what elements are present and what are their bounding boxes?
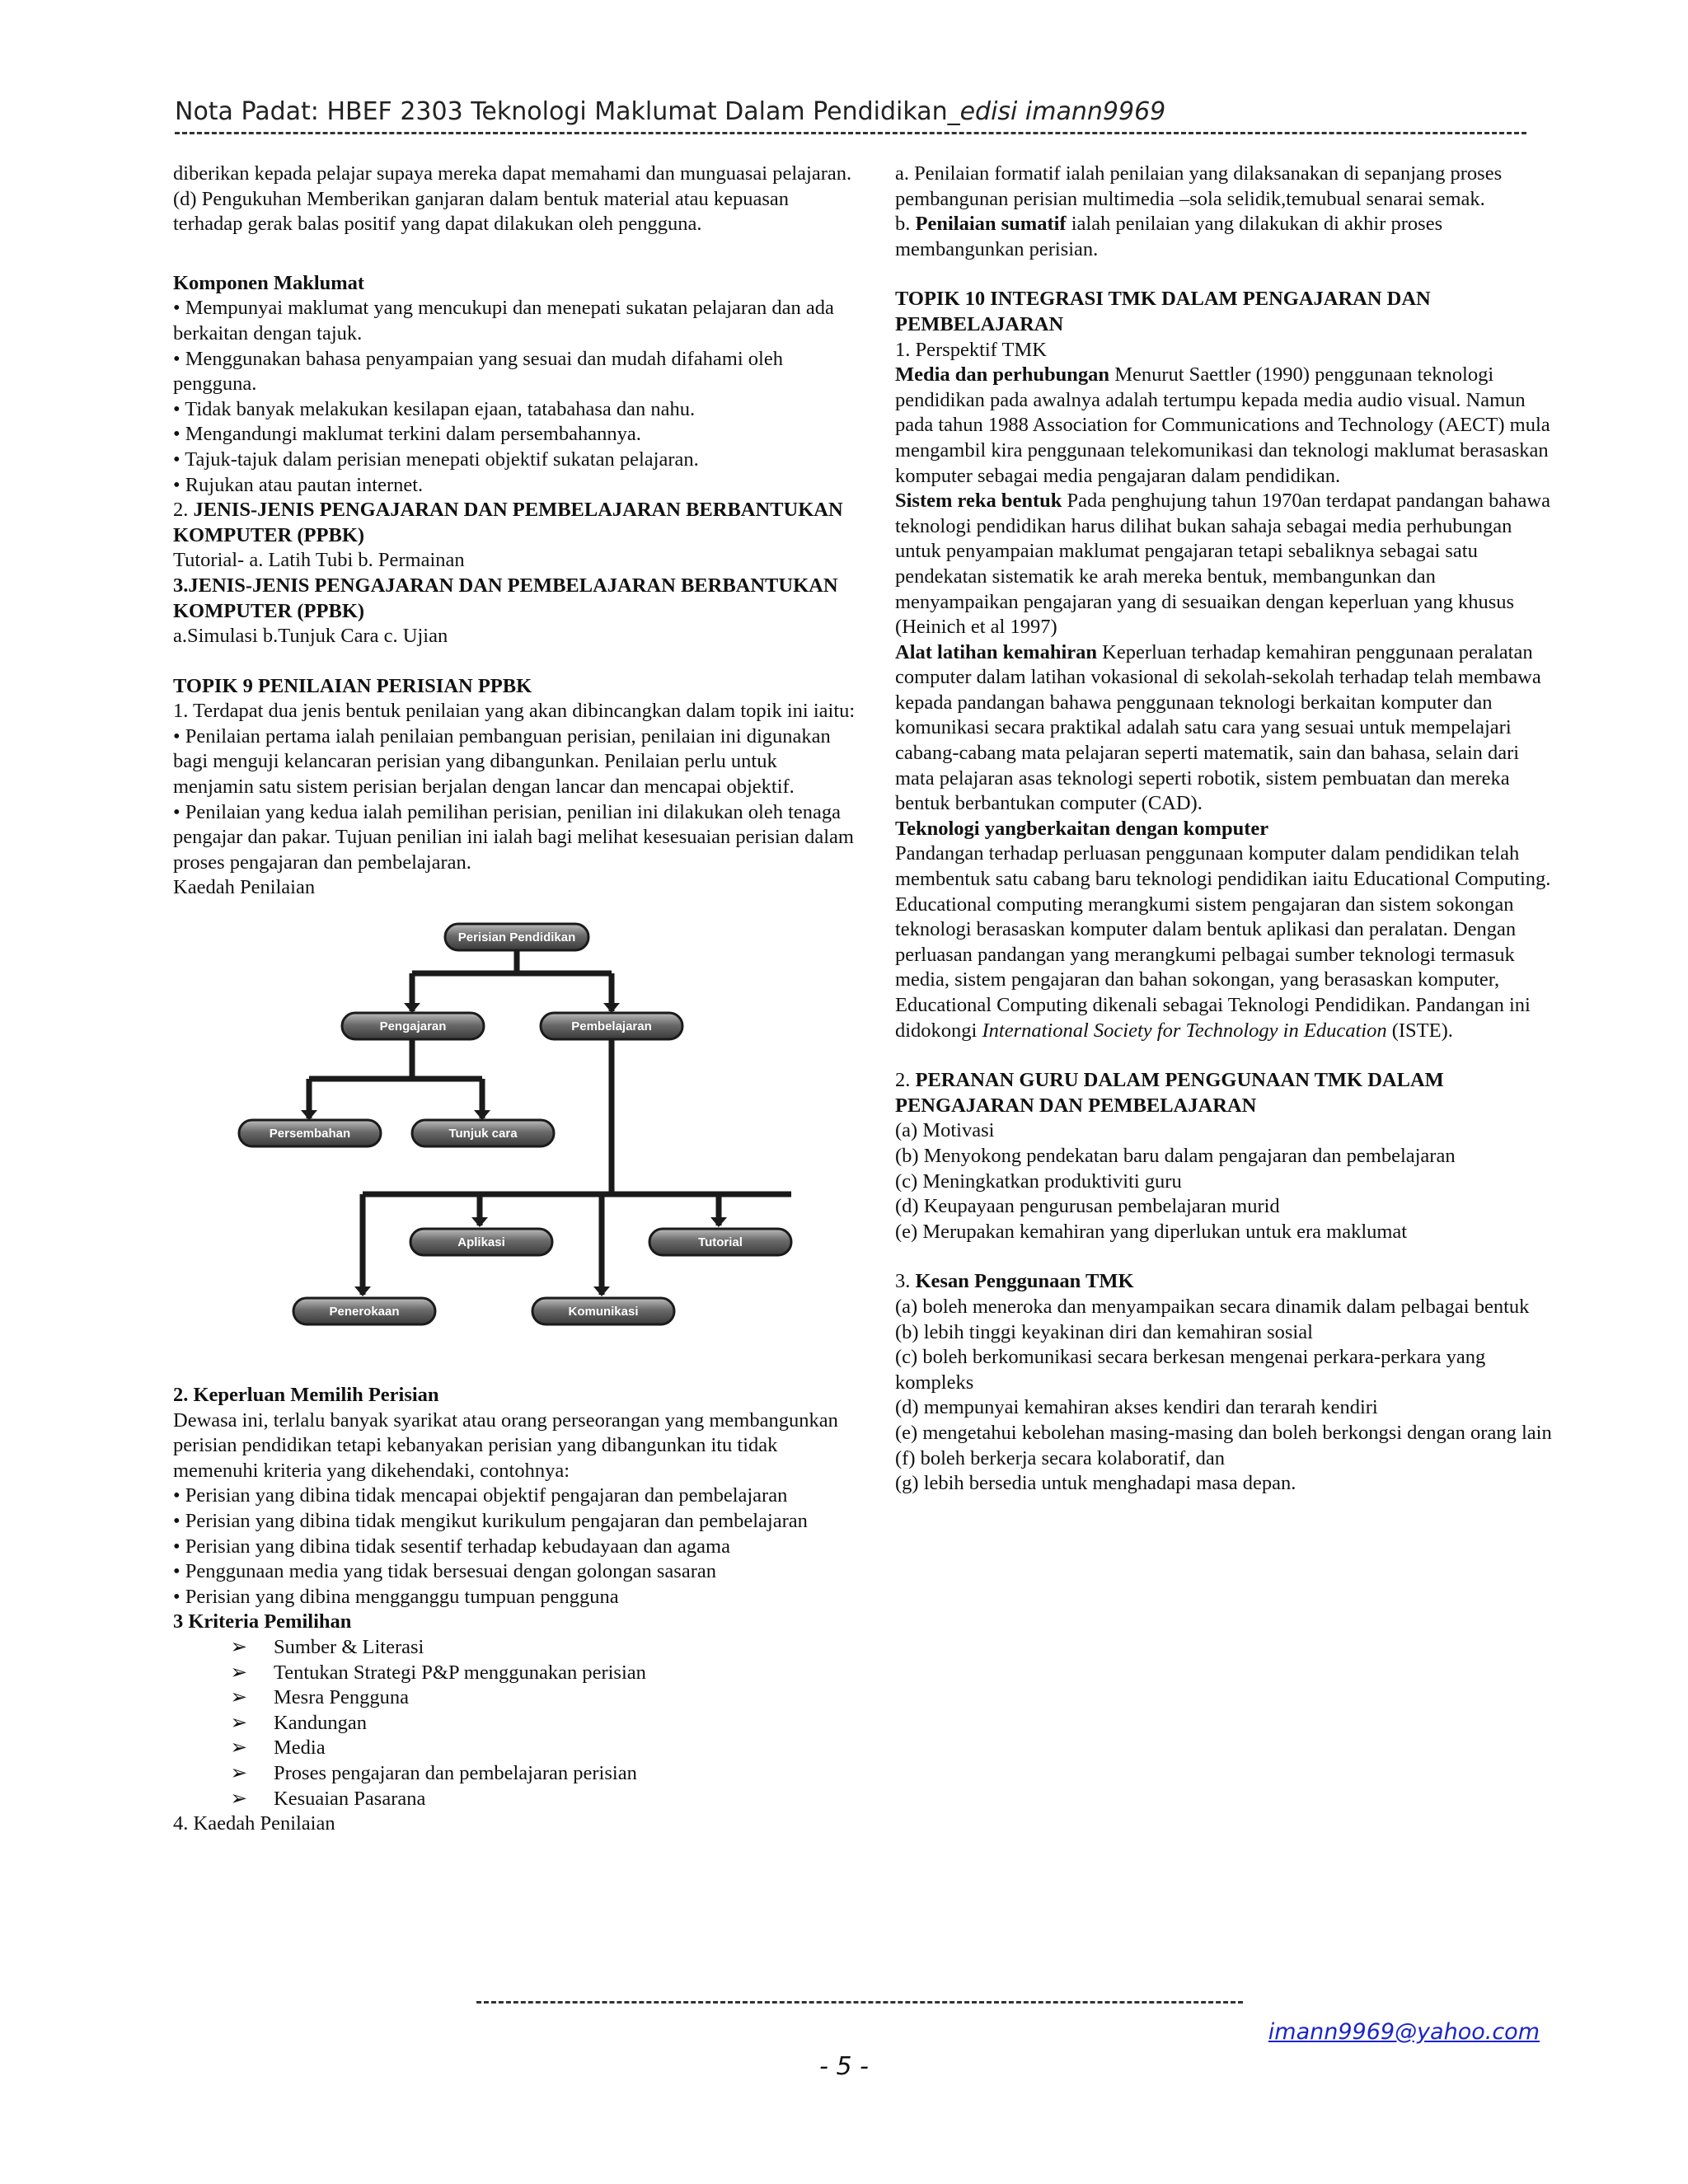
node-tunjuk-cara (412, 1120, 554, 1146)
list-item: (a) boleh meneroka dan menyampaikan secara dinamik dalam pelbagai bentuk (895, 1295, 1530, 1318)
arrow-bullet-icon: ➢ (230, 1736, 247, 1760)
paragraph: a.Simulasi b.Tunjuk Cara c. Ujian (173, 625, 448, 648)
list-item: (b) Menyokong pendekatan baru dalam pengajaran dan pembelajaran (895, 1144, 1456, 1167)
list-item: • Perisian yang dibina mengganggu tumpuan pengguna (173, 1585, 619, 1608)
list-item-text: Proses pengajaran dan pembelajaran perisian (274, 1761, 637, 1784)
paragraph: • Penilaian yang kedua ialah pemilihan perisian, penilian ini dilakukan oleh tenaga pengajar dan pakar. Tujuan penilian ini ialah bagi melihat kesesuaian perisian dalam proses pengajaran dan pembelajaran. (173, 800, 854, 874)
paragraph: a. Penilaian formatif ialah penilaian yang dilaksanakan di sepanjang proses pembangunan perisian multimedia –sola selidik,temubual senarai semak. (895, 162, 1503, 210)
list-item (173, 1661, 857, 1686)
list-item: (g) lebih bersedia untuk menghadapi masa depan. (895, 1472, 1296, 1495)
section-heading (895, 1068, 1554, 1118)
heading-text: PERANAN GURU DALAM PENGGUNAAN TMK DALAM PENGAJARAN DAN PEMBELAJARAN (895, 1069, 1444, 1117)
list-item: • Mengandungi maklumat terkini dalam persembahannya. (173, 423, 641, 446)
node-aplikasi (410, 1229, 552, 1255)
node-label: Tutorial (698, 1235, 743, 1250)
term: Penilaian sumatif (915, 213, 1067, 236)
text: ialah penilaian yang dilakukan di akhir proses membangunkan perisian. (895, 213, 1443, 260)
list-item: • Tajuk-tajuk dalam perisian menepati objektif sukatan pelajaran. (173, 448, 699, 471)
node-pembelajaran (541, 1013, 682, 1039)
left-column (173, 162, 857, 1837)
list-item: • Perisian yang dibina tidak mencapai objektif pengajaran dan pembelajaran (173, 1484, 788, 1507)
paragraph (895, 841, 1554, 1043)
paragraph (895, 363, 1554, 489)
node-pengajaran (342, 1013, 484, 1039)
paragraph: 1. Perspektif TMK (895, 338, 1047, 361)
text: Pada penghujung tahun 1970an terdapat pandangan bahawa teknologi pendidikan harus dilihat bukan sahaja sebagai media perhubungan untuk penyampaian maklumat pengajaran tetapi sebaliknya sebagai satu pendekatan sistematik ke arah mereka bentuk, membangunkan dan menyampaikan pengajaran yang di sesuaikan dengan keperluan yang khusus (Heinich et al 1997) (895, 490, 1550, 639)
paragraph: Tutorial- a. Latih Tubi b. Permainan (173, 549, 465, 572)
paragraph: 1. Terdapat dua jenis bentuk penilaian yang akan dibincangkan dalam topik ini iaitu: (173, 700, 856, 723)
paragraph (895, 212, 1554, 262)
italic-text: International Society for Technology in Education (982, 1019, 1387, 1042)
node-persembahan (239, 1120, 381, 1146)
section-heading: TOPIK 10 INTEGRASI TMK DALAM PENGAJARAN DAN PEMBELAJARAN (895, 288, 1431, 335)
term: Alat latihan kemahiran (895, 640, 1098, 663)
section-heading: TOPIK 9 PENILAIAN PERISIAN PPBK (173, 674, 532, 697)
text: (ISTE). (1386, 1019, 1453, 1042)
node-penerokaan (293, 1298, 435, 1324)
list-item-text: Kesuaian Pasarana (274, 1787, 426, 1810)
node-label: Tunjuk cara (448, 1127, 518, 1141)
list-item: • Tidak banyak melakukan kesilapan ejaan, tatabahasa dan nahu. (173, 397, 696, 420)
list-item (173, 1761, 857, 1787)
list-item: (a) Motivasi (895, 1119, 995, 1142)
text: Keperluan terhadap kemahiran penggunaan peralatan computer dalam latihan vokasional di sekolah-sekolah terhadap telah membawa kepada pandangan bahawa penggunaan teknologi berkaitan komputer dan komunikasi secara praktikal adalah satu cara yang sesuai untuk mempelajari cabang-cabang mata pelajaran seperti matematik, sain dan bahasa, selain dari mata pelajaran asas teknologi seperti robotik, sistem pembuatan dan mereka bentuk berbantukan computer (CAD). (895, 640, 1541, 815)
arrow-bullet-icon: ➢ (230, 1686, 247, 1709)
paragraph: (d) Pengukuhan Memberikan ganjaran dalam bentuk material atau kepuasan terhadap gerak balas positif yang dapat dilakukan oleh pengguna. (173, 187, 789, 236)
node-perisian-pendidikan (445, 924, 588, 950)
list-item-text: Media (274, 1736, 326, 1760)
text: Pandangan terhadap perluasan penggunaan komputer dalam pendidikan telah membentuk satu cabang baru teknologi pendidikan iaitu Educational Computing. Educational computing merangkumi sistem pengajaran dan sistem sokongan teknologi berasaskan komputer dalam bentuk aplikasi dan peralatan. Dengan perluasan pandangan yang merangkumi pelbagai sumber teknologi termasuk media, sistem pengajaran dan bahan sokongan, yang berasaskan komputer, Educational Computing dikenali sebagai Teknologi Pendidikan. Pandangan ini didokongi (895, 842, 1551, 1042)
text: Menurut Saettler (1990) penggunaan teknologi pendidikan pada awalnya adalah tertumpu kepada media audio visual. Namun pada tahun 1988 Association for Communications and Technology (AECT) mula mengambil kira penggunaan telekomunikasi dan teknologi maklumat berasaskan komputer sebagai media pengajaran dalam pendidikan. (895, 363, 1550, 487)
arrow-bullet-icon: ➢ (230, 1711, 247, 1734)
heading-number: 2. (895, 1069, 916, 1092)
node-label: Penerokaan (329, 1305, 400, 1319)
list-item-text: Kandungan (274, 1711, 367, 1734)
section-heading: 2. Keperluan Memilih Perisian (173, 1384, 439, 1407)
section-heading: Teknologi yangberkaitan dengan komputer (895, 817, 1269, 840)
section-heading (173, 498, 857, 548)
node-komunikasi (532, 1298, 674, 1324)
node-label: Aplikasi (457, 1235, 505, 1250)
list-item: • Perisian yang dibina tidak sesentif terhadap kebudayaan dan agama (173, 1535, 730, 1558)
heading-number: 3. (895, 1270, 916, 1293)
list-item: • Rujukan atau pautan internet. (173, 473, 424, 496)
section-heading: 3.JENIS-JENIS PENGAJARAN DAN PEMBELAJARAN BERBANTUKAN KOMPUTER (PPBK) (173, 574, 838, 622)
footer-divider (476, 2001, 1243, 2004)
list-item (173, 1711, 857, 1736)
paragraph: Kaedah Penilaian (173, 876, 316, 899)
node-label: Pengajaran (379, 1019, 447, 1034)
node-label: Komunikasi (568, 1305, 639, 1319)
term: Sistem reka bentuk (895, 490, 1062, 513)
heading-text: JENIS-JENIS PENGAJARAN DAN PEMBELAJARAN BERBANTUKAN KOMPUTER (PPBK) (173, 499, 843, 546)
node-label: Pembelajaran (571, 1019, 652, 1034)
heading-text: Kesan Penggunaan TMK (915, 1270, 1134, 1293)
list-item-text: Mesra Pengguna (274, 1686, 409, 1709)
list-item: • Penggunaan media yang tidak bersesuai dengan golongan sasaran (173, 1560, 716, 1583)
term: Media dan perhubungan (895, 363, 1110, 387)
arrow-bullet-icon: ➢ (230, 1787, 247, 1810)
section-heading (895, 1269, 1554, 1295)
arrow-bullet-icon: ➢ (230, 1661, 247, 1684)
paragraph (895, 640, 1554, 817)
list-item: (c) Meningkatkan produktiviti guru (895, 1169, 1182, 1193)
header-edition: edisi imann9969 (959, 97, 1166, 126)
header-divider (175, 132, 1526, 134)
node-tutorial (649, 1229, 791, 1255)
list-item: (b) lebih tinggi keyakinan diri dan kemahiran sosial (895, 1320, 1313, 1343)
list-item: • Menggunakan bahasa penyampaian yang sesuai dan mudah difahami oleh pengguna. (173, 347, 783, 396)
kaedah-penilaian-diagram (173, 906, 857, 1380)
list-item: (e) Merupakan kemahiran yang diperlukan untuk era maklumat (895, 1220, 1408, 1243)
list-item: (d) mempunyai kemahiran akses kendiri dan terarah kendiri (895, 1396, 1378, 1419)
list-item (173, 1736, 857, 1761)
list-item (173, 1635, 857, 1661)
section-heading: 3 Kriteria Pemilihan (173, 1610, 352, 1633)
list-item-text: Tentukan Strategi P&P menggunakan perisian (274, 1661, 646, 1684)
paragraph: diberikan kepada pelajar supaya mereka dapat memahami dan munguasai pelajaran. (173, 162, 852, 185)
prefix: b. (895, 213, 916, 236)
arrow-bullet-icon: ➢ (230, 1761, 247, 1784)
list-item: • Perisian yang dibina tidak mengikut kurikulum pengajaran dan pembelajaran (173, 1510, 808, 1532)
list-item-text: Sumber & Literasi (274, 1635, 424, 1658)
arrow-bullet-icon: ➢ (230, 1635, 247, 1658)
header-title: Nota Padat: HBEF 2303 Teknologi Maklumat Dalam Pendidikan_ (175, 97, 960, 126)
list-item (173, 1787, 857, 1812)
email-link[interactable]: imann9969@yahoo.com (1268, 2019, 1540, 2045)
list-item: (e) mengetahui kebolehan masing-masing dan boleh berkongsi dengan orang lain (895, 1421, 1552, 1444)
kriteria-list (173, 1635, 857, 1811)
list-item: (d) Keupayaan pengurusan pembelajaran murid (895, 1195, 1280, 1218)
right-column (895, 162, 1554, 1497)
heading-number: 2. (173, 499, 194, 522)
paragraph: Dewasa ini, terlalu banyak syarikat atau orang perseorangan yang membangunkan perisian pendidikan tetapi kebanyakan perisian yang dibangunkan itu tidak memenuhi kriteria yang dikehendaki, contohnya: (173, 1408, 838, 1482)
paragraph: • Penilaian pertama ialah penilaian pembanguan perisian, penilaian ini digunakan bagi menguji kelancaran perisian yang dibangunkan. Penilaian perlu untuk menjamin satu sistem perisian berjalan dengan lancar dan mencapai objektif. (173, 724, 831, 799)
node-label: Persembahan (269, 1127, 351, 1141)
paragraph (895, 489, 1554, 640)
list-item (173, 1685, 857, 1711)
list-item: • Mempunyai maklumat yang mencukupi dan menepati sukatan pelajaran dan ada berkaitan dengan tajuk. (173, 297, 834, 344)
paragraph: 4. Kaedah Penilaian (173, 1812, 335, 1835)
list-item: (f) boleh berkerja secara kolaboratif, dan (895, 1446, 1225, 1469)
page-header (175, 97, 1526, 126)
node-label: Perisian Pendidikan (457, 930, 576, 945)
section-heading: Komponen Maklumat (173, 271, 365, 294)
page-number: - 5 - (819, 2052, 869, 2081)
list-item: (c) boleh berkomunikasi secara berkesan mengenai perkara-perkara yang kompleks (895, 1346, 1486, 1394)
